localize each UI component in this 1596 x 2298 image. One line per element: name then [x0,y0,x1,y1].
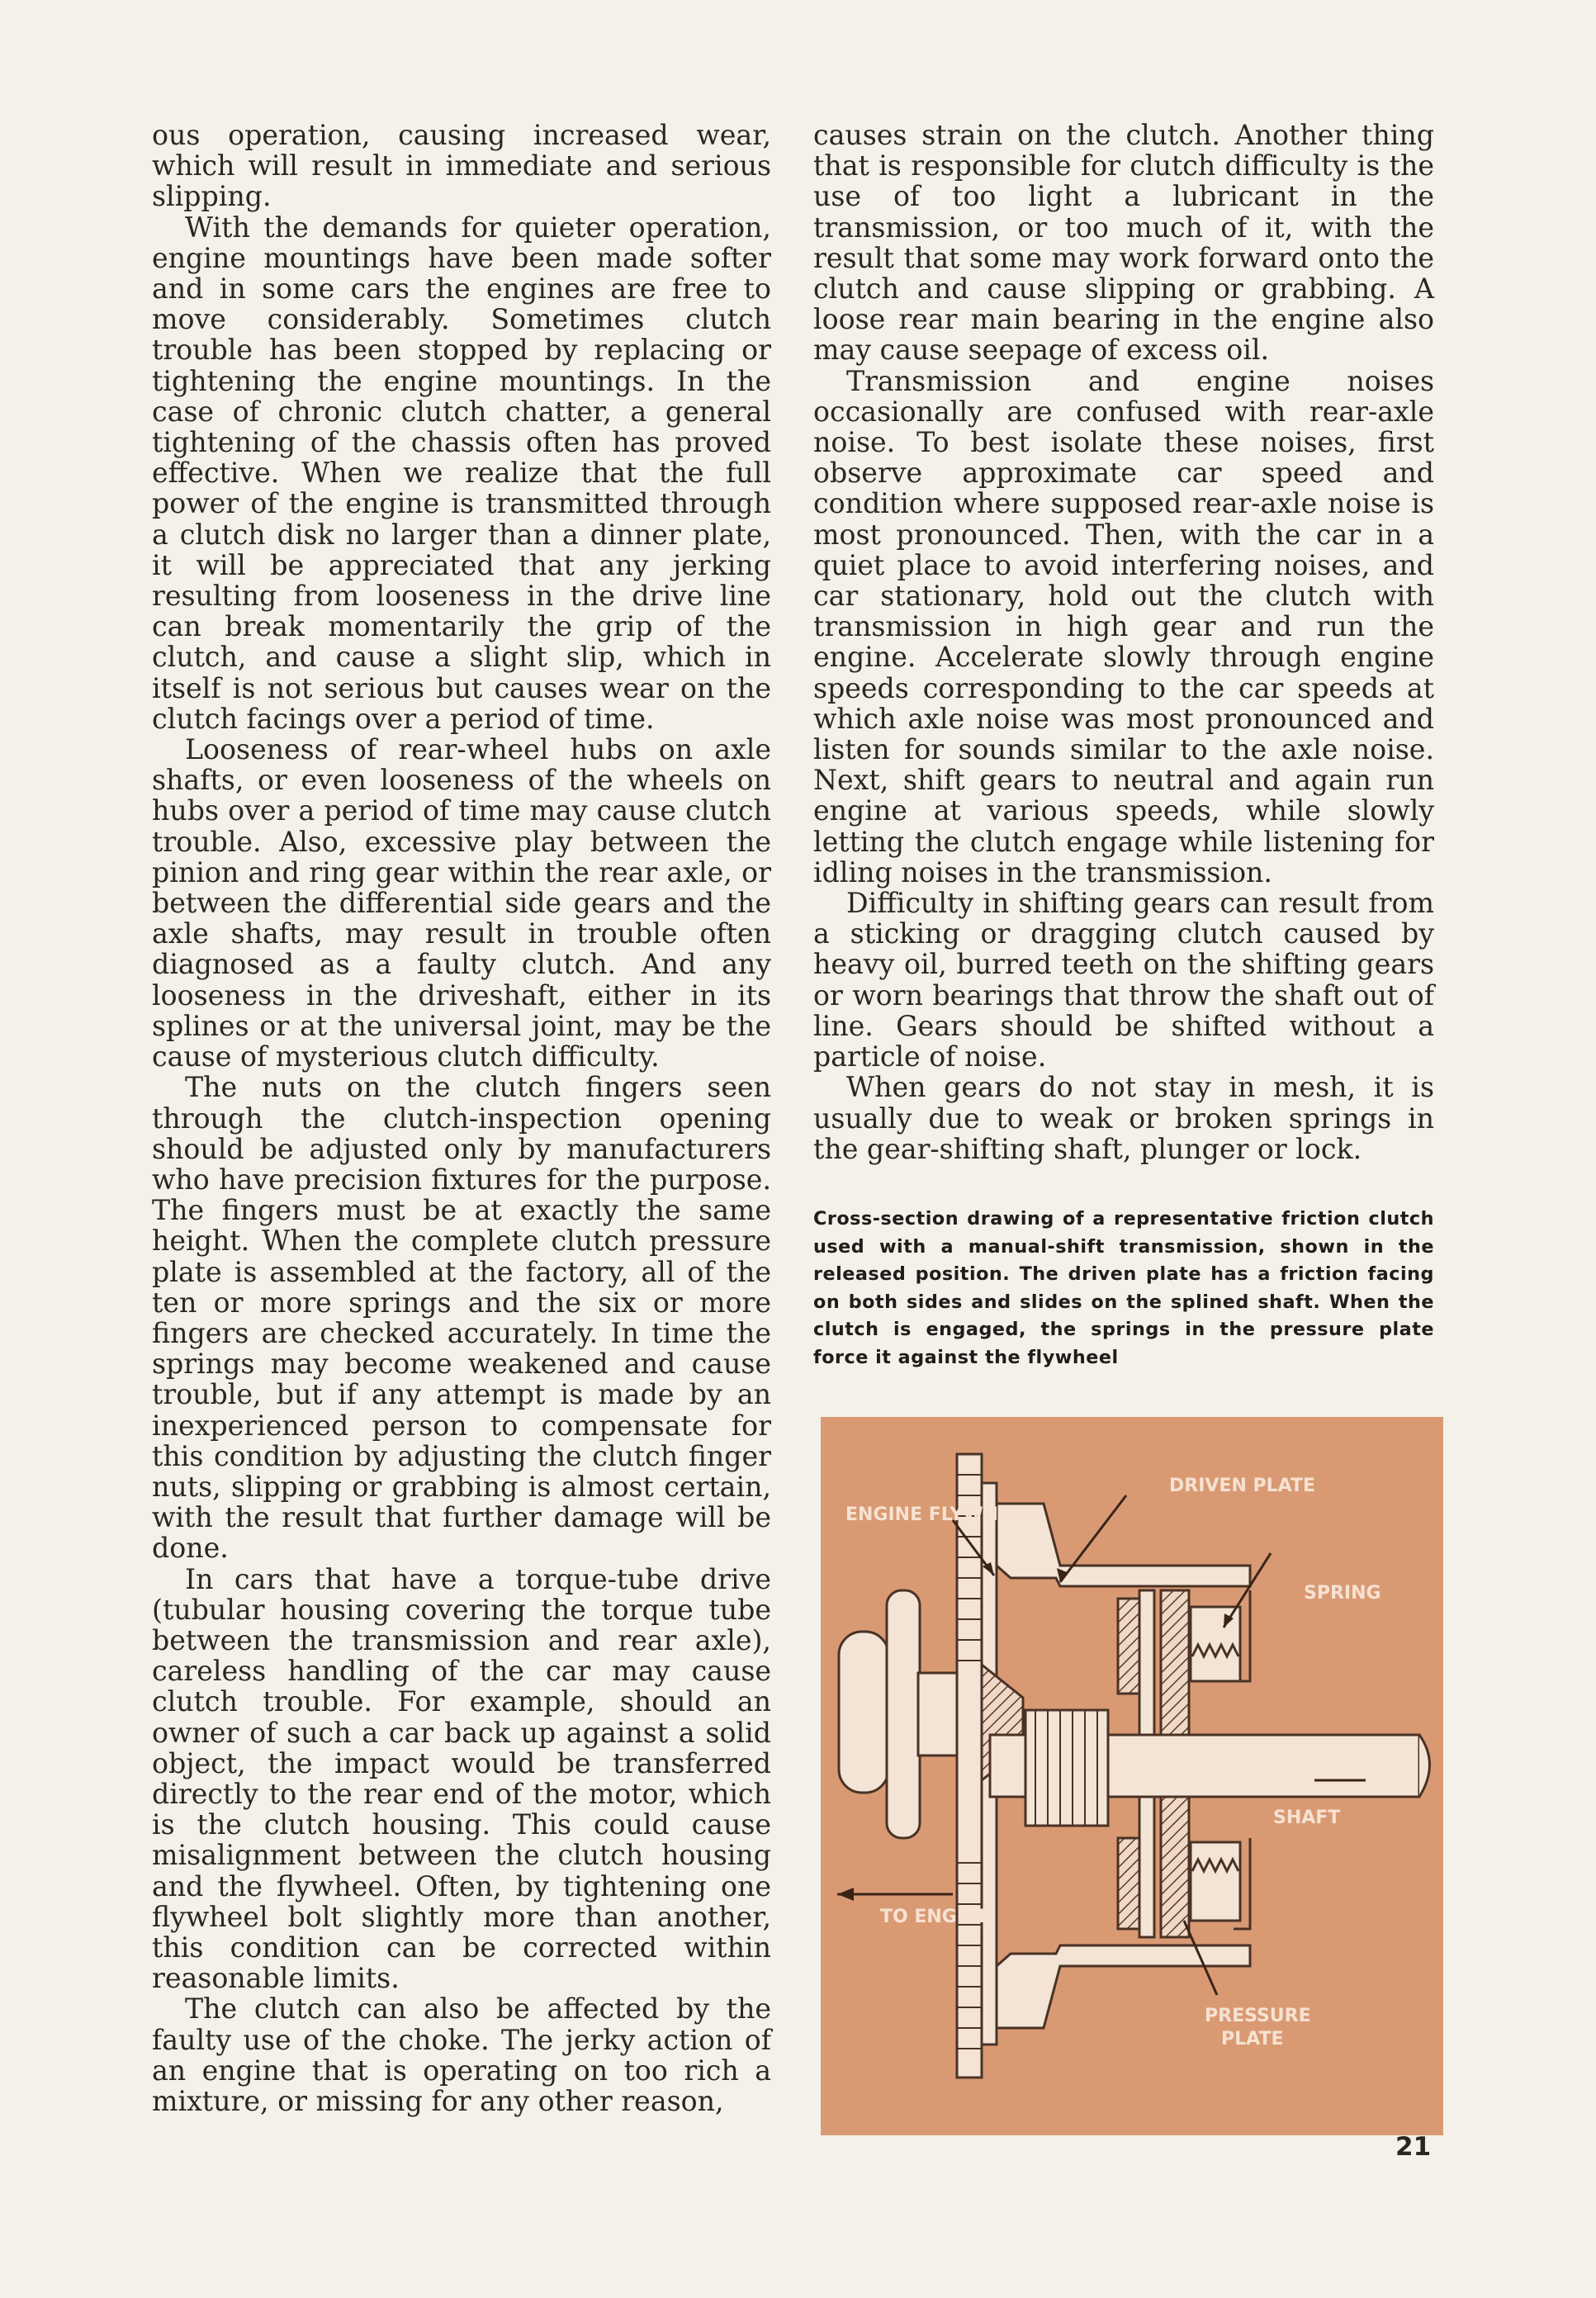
left-paragraph-3: Looseness of rear-wheel hubs on axle shafts, or even looseness of the wheels on hubs over a period of time may cause clutch trouble. Also, excessive play between the pinion and ring gear within the rear axle, or between the differential side gears and the axle shafts, may result in trouble often diagnosed as a faulty clutch. And any looseness in the driveshaft, either in its splines or at the universal joint, may be the cause of mysterious clutch difficulty. [152,733,771,1073]
friction-facing-top [1118,1599,1139,1694]
right-column [813,120,1434,1164]
label-plate: PLATE [1221,2029,1284,2049]
left-paragraph-4: The nuts on the clutch fingers seen through the clutch-inspection opening should be adjusted only by manufacturers who have precision fixtures for the purpose. The fingers must be at exactly the same height. When the complete clutch pressure plate is assembled at the factory, all of the ten or more springs and the six or more fingers are checked accurately. In time the springs may become weakened and cause trouble, but if any attempt is made by an inexperienced person to compensate for this condition by adjusting the clutch finger nuts, slipping or grabbing is almost certain, with the result that further damage will be done. [152,1071,771,1565]
page-number: 21 [1395,2132,1432,2162]
label-driven-plate: DRIVEN PLATE [1169,1476,1316,1496]
clutch-cross-section-figure [821,1417,1443,2135]
label-shaft: SHAFT [1273,1808,1341,1828]
clutch-diagram [821,1417,1443,2135]
left-paragraph-2: With the demands for quieter operation, engine mountings have been made softer and in some cars the engines are free to move considerably. Sometimes clutch trouble has been stopped by replacing or tightening the engine mountings. In the case of chronic clutch chatter, a general tightening of the chassis often has proved effective. When we realize that the full power of the engine is transmitted through a clutch disk no larger than a dinner plate, it will be appreciated that any jerking resulting from looseness in the drive line can break momentarily the grip of the clutch, and cause a slight slip, which in itself is not serious but causes wear on the clutch facings over a period of time. [152,211,771,735]
shaft [990,1710,1430,1826]
left-paragraph-5: In cars that have a torque-tube drive (tubular housing covering the torque tube between the transmission and rear axle), careless handling of the car may cause clutch trouble. For example, should an owner of such a car back up against a solid object, the impact would be transferred directly to the rear end of the motor, which is the clutch housing. This could cause misalignment between the clutch housing and the flywheel. Often, by tightening one flywheel bolt slightly more than another, this condition can be corrected within reasonable limits. [152,1562,771,1995]
left-paragraph-1: ous operation, causing increased wear, which will result in immediate and serious slipping. [152,119,771,213]
figure-caption: Cross-section drawing of a representative friction clutch used with a manual-shift transmission, shown in the released position. The driven plate has a friction facing on both sides and slides on the splined shaft. When the clutch is engaged, the springs in the pressure plate force it against the flywheel [813,1208,1434,1368]
left-paragraph-6: The clutch can also be affected by the faulty use of the choke. The jerky action of an engine that is operating on too rich a mixture, or missing for any other reason, [152,1992,771,2117]
right-paragraph-4: When gears do not stay in mesh, it is usually due to weak or broken springs in the gear-shifting shaft, plunger or lock. [813,1071,1434,1165]
to-engine-arrow [837,1888,854,1901]
friction-facing-bottom [1118,1838,1139,1929]
label-pressure: PRESSURE [1205,2006,1311,2026]
right-paragraph-2: Transmission and engine noises occasionally are confused with rear-axle noise. To best isolate these noises, first observe approximate car speed and condition where supposed rear-axle noise is most pronounced. Then, with the car in a quiet place to avoid interfering noises, and car stationary, hold out the clutch with transmission in high gear and run the engine. Accelerate slowly through engine speeds corresponding to the car speeds at which axle noise was most pronounced and listen for sounds similar to the axle noise. Next, shift gears to neutral and again run engine at various speeds, while slowly letting the clutch engage while listening for idling noises in the transmission. [813,364,1434,888]
right-paragraph-1: causes strain on the clutch. Another thing that is responsible for clutch difficulty is the use of too light a lubricant in the transmission, or too much of it, with the result that some may work forward onto the clutch and cause slipping or grabbing. A loose rear main bearing in the engine also may cause seepage of excess oil. [813,119,1434,367]
label-spring: SPRING [1304,1583,1381,1604]
left-column [152,120,771,2116]
label-engine-flywheel: ENGINE FLYWHEEL [845,1504,1035,1525]
label-to-engine: TO ENGINE [880,1907,992,1927]
right-paragraph-3: Difficulty in shifting gears can result from a sticking or dragging clutch caused by heavy oil, burred teeth on the shifting gears or worn bearings that throw the shaft out of line. Gears should be shifted without a particle of noise. [813,887,1434,1073]
